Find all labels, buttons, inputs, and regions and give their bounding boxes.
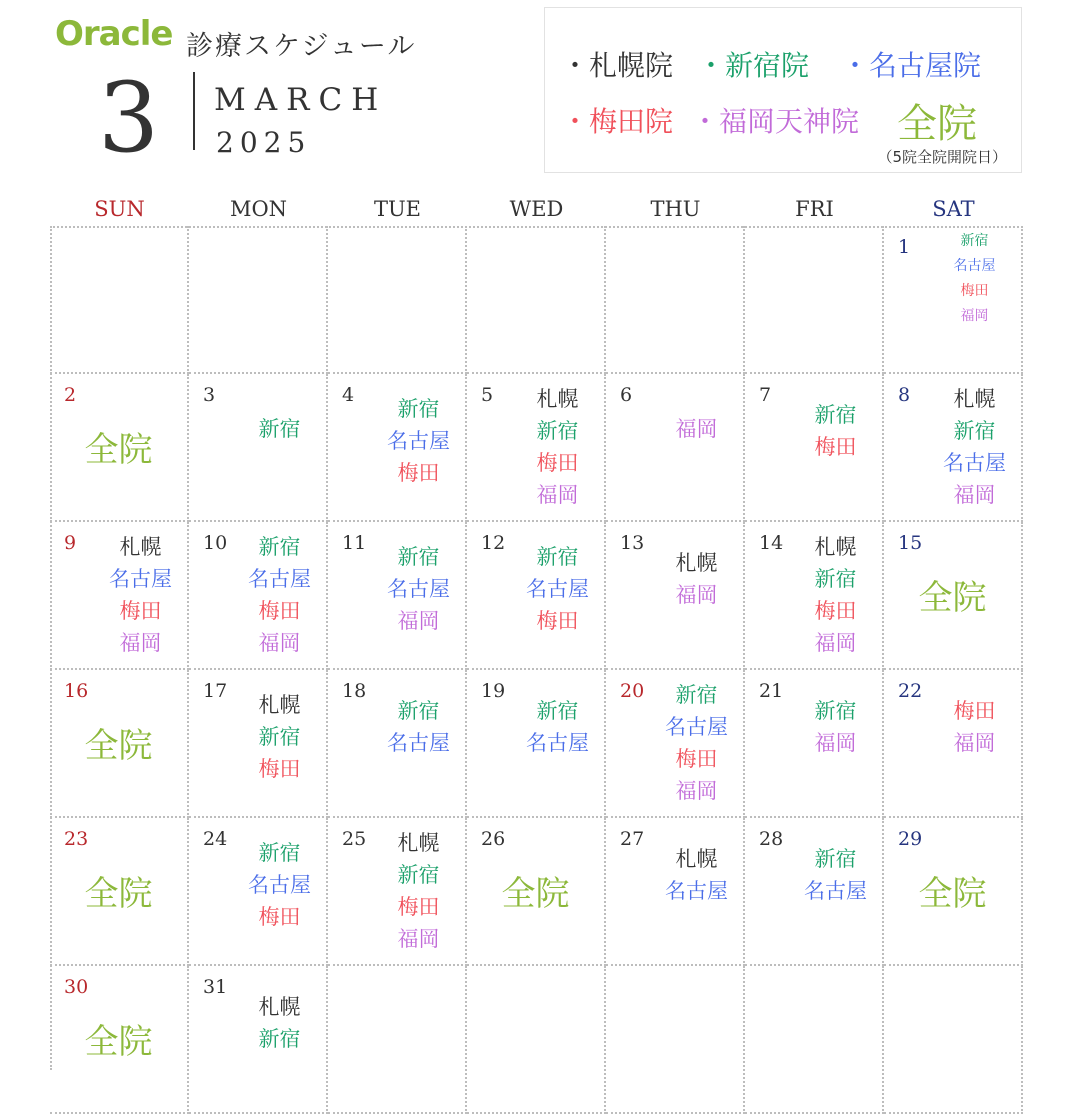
calendar-day-14	[745, 522, 884, 670]
day-number: 20	[620, 680, 645, 702]
clinic-shinjuku: 新宿	[814, 567, 857, 591]
day-number: 15	[898, 532, 923, 554]
clinic-umeda: 梅田	[814, 599, 857, 623]
weekday-thu: THU	[650, 197, 701, 221]
clinic-fukuoka: 福岡	[675, 583, 718, 607]
calendar-day-11	[328, 522, 467, 670]
clinic-list	[789, 696, 882, 758]
day-number: 4	[342, 384, 355, 406]
clinic-list	[789, 532, 882, 658]
clinic-list	[233, 838, 326, 932]
month-number: 3	[98, 62, 160, 174]
calendar-cell-empty	[50, 226, 189, 374]
clinic-shinjuku: 新宿	[675, 683, 718, 707]
clinic-sapporo: 札幌	[397, 831, 440, 855]
clinic-fukuoka: 福岡	[397, 927, 440, 951]
day-number: 25	[342, 828, 367, 850]
oracle-logo	[55, 14, 172, 54]
clinic-umeda: 梅田	[536, 609, 579, 633]
day-number: 2	[64, 384, 77, 406]
day-number: 1	[898, 236, 911, 258]
clinic-shinjuku: 新宿	[258, 417, 301, 441]
clinic-nagoya: 名古屋	[248, 567, 311, 591]
clinic-list	[511, 542, 604, 636]
clinic-nagoya: 名古屋	[665, 715, 728, 739]
clinic-umeda: 梅田	[536, 451, 579, 475]
clinic-umeda: 梅田	[960, 283, 989, 299]
calendar-day-23	[50, 818, 189, 966]
calendar-day-26	[467, 818, 606, 966]
all-clinics-open: 全院	[84, 430, 153, 470]
calendar-day-27	[606, 818, 745, 966]
clinic-nagoya: 名古屋	[953, 258, 996, 274]
year: 2025	[216, 126, 312, 159]
clinic-list	[789, 400, 882, 462]
calendar-day-19	[467, 670, 606, 818]
logo-text: Oracle	[55, 14, 173, 54]
clinic-fukuoka: 福岡	[953, 731, 996, 755]
weekday-sat: SAT	[932, 197, 975, 221]
calendar-day-28	[745, 818, 884, 966]
clinic-sapporo: 札幌	[953, 387, 996, 411]
legend-note: （5院全院開院日）	[877, 148, 1007, 166]
clinic-shinjuku: 新宿	[258, 535, 301, 559]
clinic-list	[94, 532, 187, 658]
clinic-shinjuku: 新宿	[536, 699, 579, 723]
clinic-legend	[544, 7, 1022, 173]
calendar-day-25	[328, 818, 467, 966]
clinic-fukuoka: 福岡	[675, 417, 718, 441]
calendar-cell-empty	[745, 966, 884, 1114]
clinic-list	[650, 680, 743, 806]
clinic-umeda: 梅田	[397, 895, 440, 919]
clinic-list	[233, 690, 326, 784]
clinic-umeda: 梅田	[258, 599, 301, 623]
day-number: 9	[64, 532, 77, 554]
clinic-shinjuku: 新宿	[397, 699, 440, 723]
clinic-sapporo: 札幌	[119, 535, 162, 559]
legend-nagoya: ・名古屋院	[841, 49, 982, 82]
clinic-shinjuku: 新宿	[397, 545, 440, 569]
clinic-list	[233, 532, 326, 658]
calendar-cell-empty	[328, 226, 467, 374]
calendar-day-4	[328, 374, 467, 522]
day-number: 10	[203, 532, 228, 554]
clinic-fukuoka: 福岡	[675, 779, 718, 803]
day-number: 5	[481, 384, 494, 406]
day-number: 7	[759, 384, 772, 406]
day-number: 28	[759, 828, 784, 850]
clinic-shinjuku: 新宿	[814, 403, 857, 427]
calendar-day-31	[189, 966, 328, 1114]
legend-sapporo: ・札幌院	[561, 49, 674, 82]
clinic-nagoya: 名古屋	[665, 879, 728, 903]
clinic-shinjuku: 新宿	[536, 419, 579, 443]
clinic-shinjuku: 新宿	[960, 233, 989, 249]
clinic-nagoya: 名古屋	[526, 731, 589, 755]
day-number: 31	[203, 976, 228, 998]
clinic-umeda: 梅田	[814, 435, 857, 459]
day-number: 18	[342, 680, 367, 702]
clinic-fukuoka: 福岡	[814, 631, 857, 655]
calendar-day-12	[467, 522, 606, 670]
calendar-day-6	[606, 374, 745, 522]
calendar-day-1	[884, 226, 1023, 374]
legend-fukuoka: ・福岡天神院	[691, 105, 860, 138]
clinic-shinjuku: 新宿	[258, 1027, 301, 1051]
calendar-day-2	[50, 374, 189, 522]
day-number: 12	[481, 532, 506, 554]
clinic-shinjuku: 新宿	[814, 847, 857, 871]
clinic-umeda: 梅田	[119, 599, 162, 623]
clinic-umeda: 梅田	[675, 747, 718, 771]
calendar-day-15	[884, 522, 1023, 670]
month-name: MARCH	[214, 82, 388, 118]
all-clinics-open: 全院	[84, 1022, 153, 1062]
header-divider	[193, 72, 195, 150]
clinic-sapporo: 札幌	[814, 535, 857, 559]
calendar-day-20	[606, 670, 745, 818]
clinic-umeda: 梅田	[397, 461, 440, 485]
calendar-day-30	[50, 966, 189, 1114]
clinic-list	[650, 548, 743, 610]
weekday-tue: TUE	[373, 197, 422, 221]
clinic-shinjuku: 新宿	[258, 725, 301, 749]
calendar-day-3	[189, 374, 328, 522]
day-number: 24	[203, 828, 228, 850]
clinic-nagoya: 名古屋	[943, 451, 1006, 475]
calendar-day-29	[884, 818, 1023, 966]
calendar-cell-empty	[884, 966, 1023, 1114]
calendar-day-9	[50, 522, 189, 670]
clinic-list	[233, 414, 326, 444]
day-number: 17	[203, 680, 228, 702]
clinic-shinjuku: 新宿	[258, 841, 301, 865]
clinic-nagoya: 名古屋	[109, 567, 172, 591]
calendar-day-18	[328, 670, 467, 818]
weekday-mon: MON	[229, 197, 288, 221]
clinic-fukuoka: 福岡	[953, 483, 996, 507]
clinic-nagoya: 名古屋	[387, 731, 450, 755]
day-number: 30	[64, 976, 89, 998]
clinic-list	[928, 230, 1021, 328]
clinic-list	[650, 844, 743, 906]
clinic-shinjuku: 新宿	[953, 419, 996, 443]
clinic-list	[928, 696, 1021, 758]
clinic-list	[650, 414, 743, 444]
clinic-list	[511, 384, 604, 510]
day-number: 16	[64, 680, 89, 702]
clinic-sapporo: 札幌	[536, 387, 579, 411]
page-title: 診療スケジュール	[186, 31, 417, 62]
legend-shinjuku: ・新宿院	[697, 49, 810, 82]
clinic-nagoya: 名古屋	[804, 879, 867, 903]
day-number: 13	[620, 532, 645, 554]
clinic-list	[372, 542, 465, 636]
clinic-list	[372, 828, 465, 954]
calendar-day-5	[467, 374, 606, 522]
clinic-shinjuku: 新宿	[397, 397, 440, 421]
weekday-wed: WED	[509, 197, 564, 221]
clinic-sapporo: 札幌	[675, 551, 718, 575]
day-number: 8	[898, 384, 911, 406]
clinic-nagoya: 名古屋	[248, 873, 311, 897]
day-number: 14	[759, 532, 784, 554]
clinic-umeda: 梅田	[258, 905, 301, 929]
calendar-day-17	[189, 670, 328, 818]
all-clinics-open: 全院	[501, 874, 570, 914]
day-number: 27	[620, 828, 645, 850]
day-number: 19	[481, 680, 506, 702]
calendar-cell-empty	[189, 226, 328, 374]
all-clinics-open: 全院	[918, 874, 987, 914]
clinic-nagoya: 名古屋	[526, 577, 589, 601]
clinic-list	[789, 844, 882, 906]
calendar-grid	[50, 226, 1023, 1070]
calendar-cell-empty	[606, 966, 745, 1114]
clinic-sapporo: 札幌	[258, 693, 301, 717]
clinic-shinjuku: 新宿	[397, 863, 440, 887]
day-number: 3	[203, 384, 216, 406]
calendar-day-10	[189, 522, 328, 670]
clinic-shinjuku: 新宿	[536, 545, 579, 569]
weekday-sun: SUN	[94, 197, 145, 221]
calendar-cell-empty	[467, 226, 606, 374]
day-number: 29	[898, 828, 923, 850]
clinic-nagoya: 名古屋	[387, 577, 450, 601]
calendar-day-22	[884, 670, 1023, 818]
clinic-shinjuku: 新宿	[814, 699, 857, 723]
calendar-day-21	[745, 670, 884, 818]
calendar-cell-empty	[606, 226, 745, 374]
clinic-list	[511, 696, 604, 758]
clinic-list	[372, 696, 465, 758]
legend-all: 全院	[897, 101, 977, 147]
clinic-list	[372, 394, 465, 488]
calendar-cell-empty	[467, 966, 606, 1114]
calendar-day-8	[884, 374, 1023, 522]
clinic-fukuoka: 福岡	[397, 609, 440, 633]
calendar-day-24	[189, 818, 328, 966]
all-clinics-open: 全院	[84, 726, 153, 766]
clinic-fukuoka: 福岡	[960, 308, 989, 324]
day-number: 21	[759, 680, 784, 702]
day-number: 6	[620, 384, 633, 406]
clinic-sapporo: 札幌	[675, 847, 718, 871]
calendar-cell-empty	[328, 966, 467, 1114]
clinic-nagoya: 名古屋	[387, 429, 450, 453]
weekday-fri: FRI	[795, 197, 834, 221]
clinic-list	[233, 992, 326, 1054]
all-clinics-open: 全院	[918, 578, 987, 618]
day-number: 22	[898, 680, 923, 702]
clinic-fukuoka: 福岡	[258, 631, 301, 655]
clinic-fukuoka: 福岡	[536, 483, 579, 507]
day-number: 11	[342, 532, 367, 554]
clinic-sapporo: 札幌	[258, 995, 301, 1019]
day-number: 26	[481, 828, 506, 850]
clinic-umeda: 梅田	[258, 757, 301, 781]
clinic-fukuoka: 福岡	[119, 631, 162, 655]
calendar-day-16	[50, 670, 189, 818]
all-clinics-open: 全院	[84, 874, 153, 914]
clinic-list	[928, 384, 1021, 510]
calendar-day-7	[745, 374, 884, 522]
calendar-day-13	[606, 522, 745, 670]
legend-umeda: ・梅田院	[561, 105, 674, 138]
clinic-fukuoka: 福岡	[814, 731, 857, 755]
day-number: 23	[64, 828, 89, 850]
calendar-cell-empty	[745, 226, 884, 374]
clinic-umeda: 梅田	[953, 699, 996, 723]
